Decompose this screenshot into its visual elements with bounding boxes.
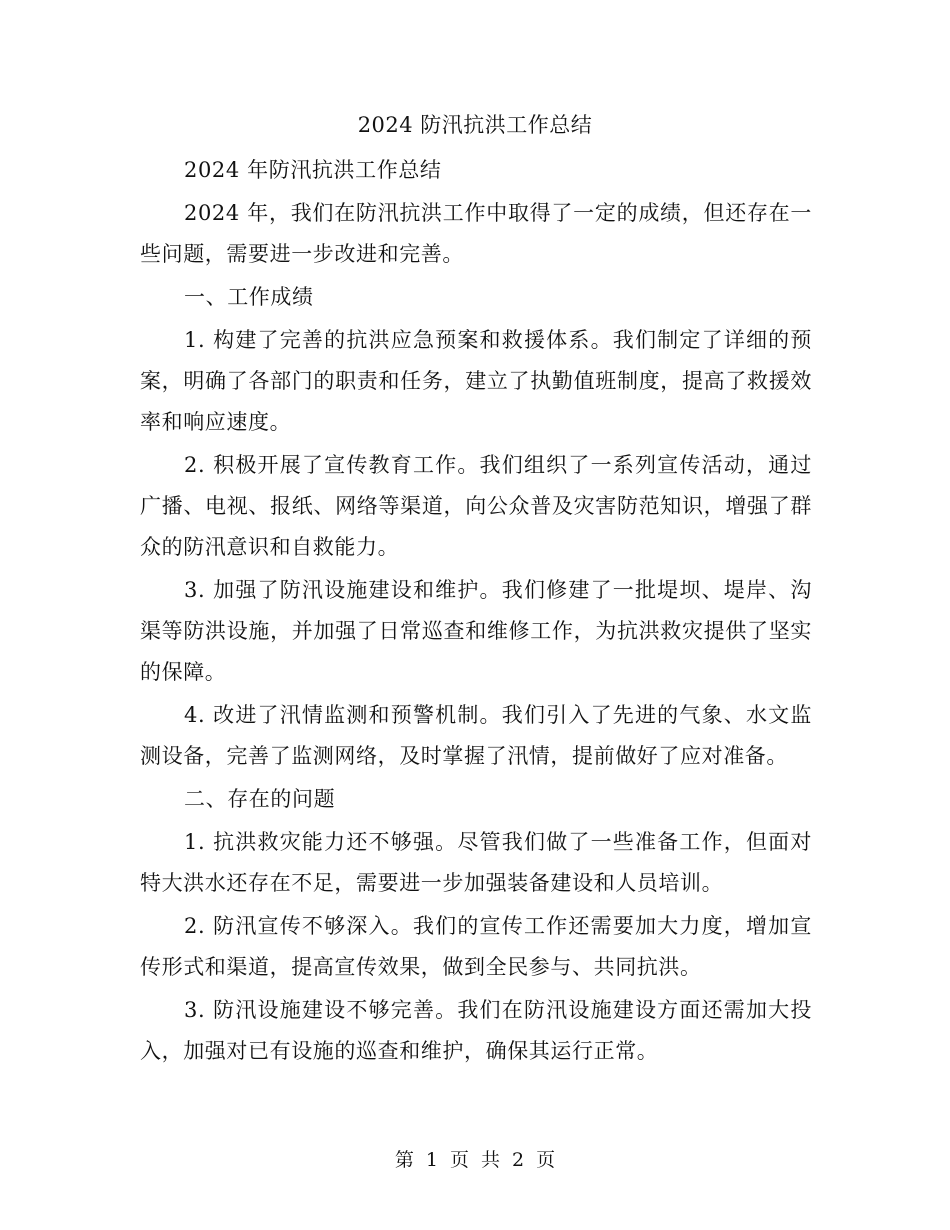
achievement-item-4: 4. 改进了汛情监测和预警机制。我们引入了先进的气象、水文监测设备，完善了监测网络，及时掌握了汛情，提前做好了应对准备。: [140, 703, 812, 768]
intro-paragraph: 2024 年，我们在防汛抗洪工作中取得了一定的成绩，但还存在一些问题，需要进一步改进和完善。: [140, 201, 812, 266]
problem-item-2: 2. 防汛宣传不够深入。我们的宣传工作还需要加大力度，增加宣传形式和渠道，提高宣传效果，做到全民参与、共同抗洪。: [140, 914, 812, 979]
achievement-item-1: 1. 构建了完善的抗洪应急预案和救援体系。我们制定了详细的预案，明确了各部门的职责和任务，建立了执勤值班制度，提高了救援效率和响应速度。: [140, 328, 812, 434]
section-heading-achievements: 一、工作成绩: [184, 285, 314, 309]
achievement-item-2: 2. 积极开展了宣传教育工作。我们组织了一系列宣传活动，通过广播、电视、报纸、网络等渠道，向公众普及灾害防范知识，增强了群众的防汛意识和自救能力。: [140, 453, 812, 559]
document-body: [140, 150, 812, 1074]
achievement-item-3: 3. 加强了防汛设施建设和维护。我们修建了一批堤坝、堤岸、沟渠等防洪设施，并加强了日常巡查和维修工作，为抗洪救灾提供了坚实的保障。: [140, 578, 812, 684]
document-title: 2024 防汛抗洪工作总结: [357, 113, 593, 137]
page-number-footer: 第 1 页 共 2 页: [394, 1149, 556, 1171]
problem-item-3: 3. 防汛设施建设不够完善。我们在防汛设施建设方面还需加大投入，加强对已有设施的巡查和维护，确保其运行正常。: [140, 998, 812, 1063]
section-heading-problems: 二、存在的问题: [184, 787, 336, 811]
subtitle-paragraph: 2024 年防汛抗洪工作总结: [184, 158, 442, 182]
problem-item-1: 1. 抗洪救灾能力还不够强。尽管我们做了一些准备工作，但面对特大洪水还存在不足，需要进一步加强装备建设和人员培训。: [140, 830, 812, 895]
